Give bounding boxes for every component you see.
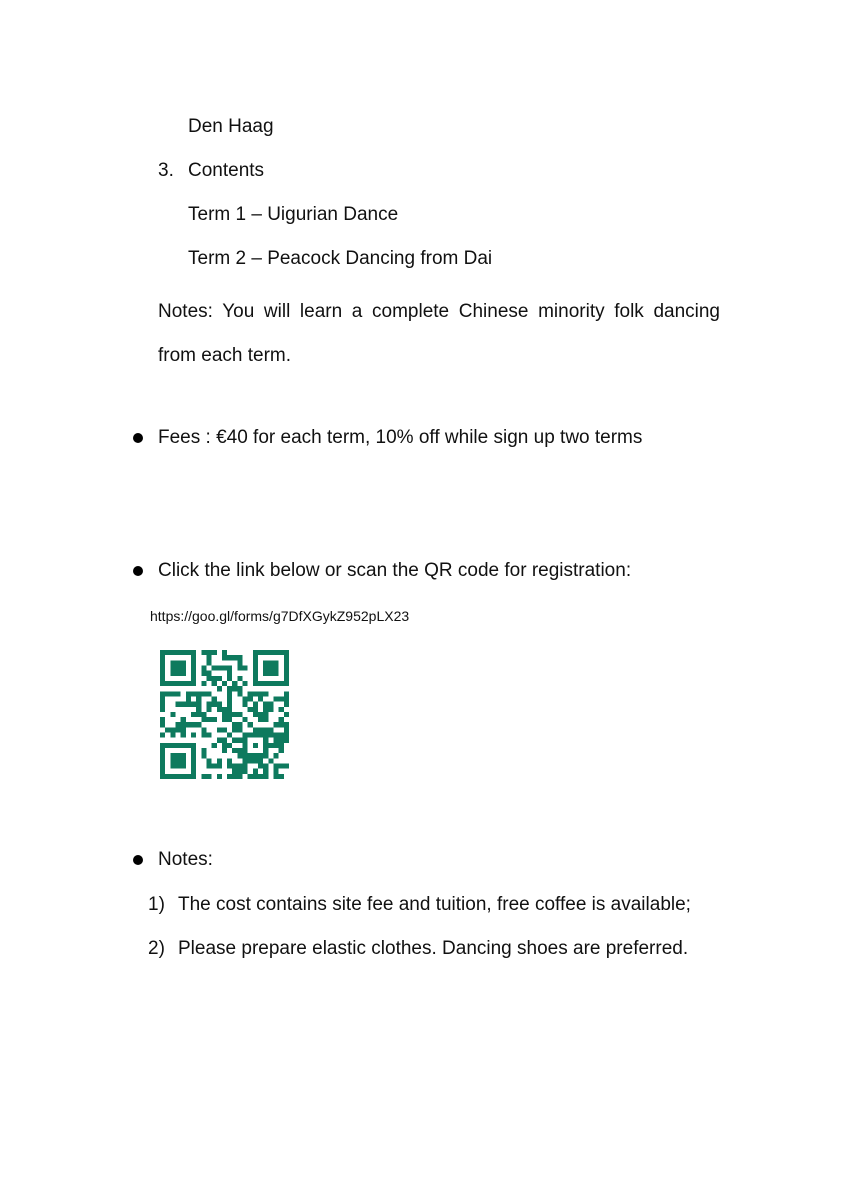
term-1: Term 1 – Uigurian Dance (188, 204, 399, 225)
note-item-2-text: Please prepare elastic clothes. Dancing shoes are preferred. (178, 938, 689, 959)
term-2: Term 2 – Peacock Dancing from Dai (188, 248, 493, 269)
fees-bullet (133, 433, 143, 443)
registration-text: Click the link below or scan the QR code for registration: (158, 560, 632, 581)
contents-number: 3. (158, 160, 174, 181)
fees-text: Fees : €40 for each term, 10% off while sign up two terms (158, 427, 643, 448)
qr-code-image[interactable] (160, 650, 289, 779)
note-item-1-text: The cost contains site fee and tuition, free coffee is available; (178, 894, 691, 915)
notes-heading: Notes: (158, 849, 213, 870)
notes-bullet (133, 855, 143, 865)
registration-bullet (133, 566, 143, 576)
note-item-1-number: 1) (148, 894, 165, 915)
contents-notes: Notes: You will learn a complete Chinese minority folk dancing from each term. (158, 301, 720, 366)
location-city: Den Haag (188, 116, 274, 137)
note-item-2-number: 2) (148, 938, 165, 959)
contents-heading: Contents (188, 160, 265, 181)
registration-link[interactable]: https://goo.gl/forms/g7DfXGykZ952pLX23 (150, 608, 410, 624)
